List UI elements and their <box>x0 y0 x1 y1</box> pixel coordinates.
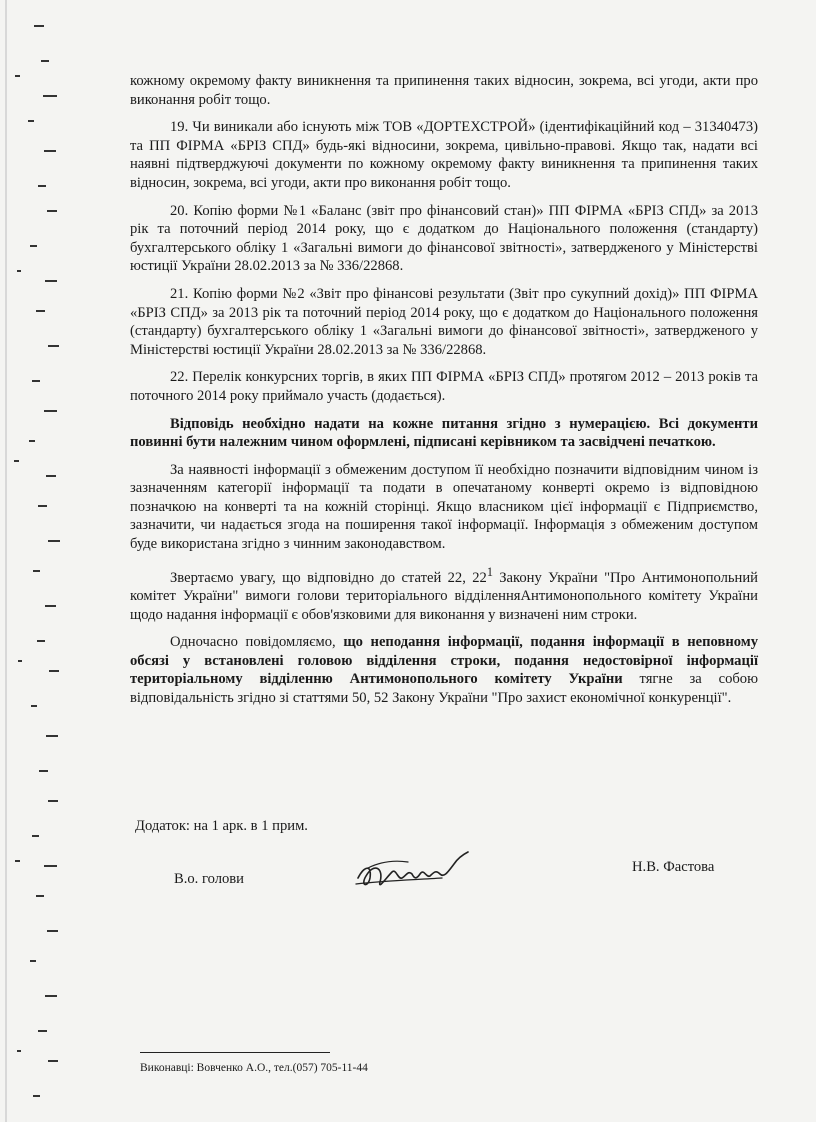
executor-contact: Виконавці: Вовченко А.О., тел.(057) 705-11-44 <box>140 1062 368 1074</box>
paragraph-intro: кожному окремому факту виникнення та припинення таких відносин, зокрема, всі угоди, акти про виконання робіт тощо. <box>130 73 758 108</box>
scan-edge-noise <box>0 0 70 1122</box>
paragraph-item-22: 22. Перелік конкурсних торгів, в яких ПП ФІРМА «БРІЗ СПД» протягом 2012 – 2013 років та поточного 2014 року приймало участь (додається). <box>130 369 758 404</box>
paragraph-answer-requirements: Відповідь необхідно надати на кожне питання згідно з нумерацією. Всі документи повинні бути належним чином оформлені, підписані керівником та засвідчені печаткою. <box>130 415 758 451</box>
signatory-name: Н.В. Фастова <box>632 859 715 875</box>
article-superscript: 1 <box>486 564 493 579</box>
notice-lead: Одночасно повідомляємо, <box>170 634 344 651</box>
paragraph-notice <box>130 633 758 707</box>
handwritten-signature <box>350 848 475 898</box>
paragraph-restricted-info: За наявності інформації з обмеженим доступом її необхідно позначити відповідним чином із зазначенням категорії інформації та подати в опечатаному конверті окремо із відповідною позначкою на конверті та на кожній сторінці. Якщо власником цієї інформації є Підприємство, зазначити, чи надається згода на поширення такої інформації. Інформація з обмеженим доступом буде використана згідно з чинним законодавством. <box>130 461 758 553</box>
attention-text-end: Закону України "Про Антимонопольний комітет України" вимоги голови територіального відділенняАнтимонопольного комітету України щодо надання інформації є обов'язковими для виконання у визначені ним строки. <box>130 569 758 623</box>
letter-body <box>130 72 758 717</box>
paragraph-attention <box>130 563 758 625</box>
notice-tail: тягне за собою відповідальність згідно зі статтями 50, 52 Закону України "Про захист економічної конкуренції". <box>130 671 758 707</box>
signatory-title: В.о. голови <box>174 871 244 887</box>
paragraph-item-20: 20. Копію форми №1 «Баланс (звіт про фінансовий стан)» ПП ФІРМА «БРІЗ СПД» за 2013 рік та поточний період 2014 року, що є додатком до Національного положення (стандарту) бухгалтерського обліку 1 «Загальні вимоги до фінансової звітності», затвердженого у Міністерстві юстиції України 28.02.2013 за № 336/22868. <box>130 202 758 275</box>
attention-text-start: Звертаємо увагу, що відповідно до статей 22, 22 <box>170 569 487 586</box>
attachment-note: Додаток: на 1 арк. в 1 прим. <box>135 818 308 834</box>
paragraph-item-19: 19. Чи виникали або існують між ТОВ «ДОРТЕХСТРОЙ» (ідентифікаційний код – 31340473) та ПП ФІРМА «БРІЗ СПД» будь-які відносини, зокрема, цивільно-правові. Якщо так, надати всі наявні підтверджуючі документи по кожному окремому факту виникнення та припинення таких відносин, зокрема, всі угоди, акти про виконання робіт тощо. <box>130 119 758 191</box>
footer-divider <box>140 1052 330 1053</box>
notice-bold: що неподання інформації, подання інформації в неповному обсязі у встановлені головою відділення строки, подання недостовірної інформації територіальному відділенню Антимонопольного комітету України <box>130 634 758 688</box>
paragraph-item-21: 21. Копію форми №2 «Звіт про фінансові результати (Звіт про сукупний дохід)» ПП ФІРМА «БРІЗ СПД» за 2013 рік та поточний період 2014 року, що є додатком до Національного положення (стандарту) бухгалтерського обліку 1 «Загальні вимоги до фінансової звітності», затвердженого у Міністерстві юстиції України 28.02.2013 за № 336/22868. <box>130 285 758 358</box>
